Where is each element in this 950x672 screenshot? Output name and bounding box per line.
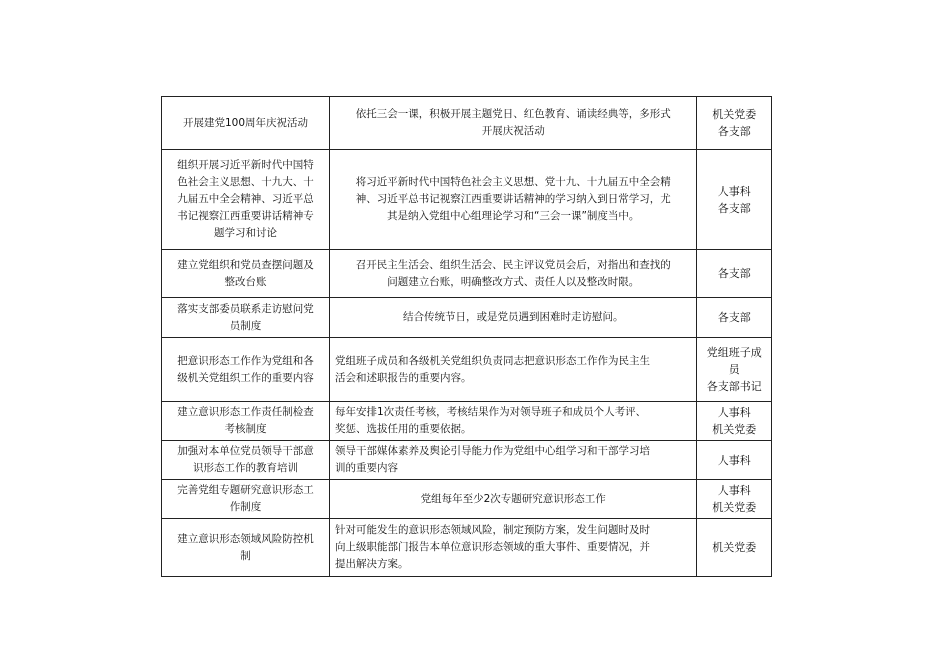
work-plan-table xyxy=(161,96,772,577)
task-cell xyxy=(162,150,330,250)
task-cell xyxy=(162,298,330,338)
owner-text: 人事科 各支部 xyxy=(717,184,751,215)
measure-text: 党组班子成员和各级机关党组织负责同志把意识形态工作作为民主生 活会和述职报告的重要内容。 xyxy=(334,354,650,384)
measure-text: 结合传统节日，或是党员遇到困难时走访慰问。 xyxy=(402,311,624,323)
owner-cell xyxy=(697,519,772,577)
owner-text: 人事科 xyxy=(717,453,751,467)
owner-text: 人事科 机关党委 xyxy=(712,406,757,436)
task-text: 落实支部委员联系走访慰问党 员制度 xyxy=(177,302,314,332)
measure-cell xyxy=(329,441,696,480)
table-row xyxy=(162,480,772,519)
task-text: 建立意识形态领域风险防控机 制 xyxy=(177,532,314,562)
task-text: 把意识形态工作作为党组和各 级机关党组织工作的重要内容 xyxy=(177,354,314,384)
task-cell xyxy=(162,97,330,150)
table-row xyxy=(162,250,772,298)
task-cell xyxy=(162,519,330,577)
measure-text: 每年安排1次责任考核，考核结果作为对领导班子和成员个人考评、 奖惩、选拔任用的重要依据。 xyxy=(334,406,647,435)
task-text: 加强对本单位党员领导干部意 识形态工作的教育培训 xyxy=(177,445,314,474)
owner-cell xyxy=(697,338,772,402)
task-cell xyxy=(162,480,330,519)
owner-text: 党组班子成 员 各支部书记 xyxy=(706,346,762,393)
owner-cell xyxy=(697,250,772,298)
table-row xyxy=(162,150,772,250)
measure-text: 将习近平新时代中国特色社会主义思想、党十九、十九届五中全会精 神、习近平总书记视察江西重要讲话精神的学习纳入到日常学习，尤 其是纳入党组中心组理论学习和“三会一课”制度当中。 xyxy=(355,176,671,222)
owner-cell xyxy=(697,480,772,519)
table-row xyxy=(162,298,772,338)
measure-text: 依托三会一课，积极开展主题党日、红色教育、诵读经典等，多形式 开展庆祝活动 xyxy=(355,108,671,137)
measure-cell xyxy=(329,250,696,298)
task-text: 组织开展习近平新时代中国特 色社会主义思想、十九大、十 九届五中全会精神、习近平总 书记视察江西重要讲话精神专 题学习和讨论 xyxy=(177,159,314,239)
measure-cell xyxy=(329,338,696,402)
task-cell xyxy=(162,402,330,441)
measure-text: 针对可能发生的意识形态领域风险，制定预防方案，发生问题时及时 向上级职能部门报告本单位意识形态领域的重大事件、重要情况，并 提出解决方案。 xyxy=(334,524,650,570)
owner-cell xyxy=(697,441,772,480)
task-cell xyxy=(162,338,330,402)
owner-text: 各支部 xyxy=(717,311,751,324)
measure-cell xyxy=(329,150,696,250)
task-cell xyxy=(162,250,330,298)
task-text: 建立意识形态工作责任制检查 考核制度 xyxy=(177,406,314,435)
measure-cell xyxy=(329,97,696,150)
table-row xyxy=(162,519,772,577)
table-row xyxy=(162,402,772,441)
measure-cell xyxy=(329,298,696,338)
owner-text: 机关党委 xyxy=(712,541,757,554)
owner-cell xyxy=(697,150,772,250)
task-text: 完善党组专题研究意识形态工 作制度 xyxy=(177,484,314,513)
task-text: 开展建党100周年庆祝活动 xyxy=(182,116,309,129)
table-row xyxy=(162,97,772,150)
measure-cell xyxy=(329,480,696,519)
owner-cell xyxy=(697,298,772,338)
measure-text: 领导干部媒体素养及舆论引导能力作为党组中心组学习和干部学习培 训的重要内容 xyxy=(334,445,650,474)
owner-cell xyxy=(697,402,772,441)
owner-cell xyxy=(697,97,772,150)
table-row xyxy=(162,338,772,402)
owner-text: 各支部 xyxy=(717,267,751,280)
measure-cell xyxy=(329,402,696,441)
measure-text: 召开民主生活会、组织生活会、民主评议党员会后，对指出和查找的 问题建立台账，明确整改方式、责任人以及整改时限。 xyxy=(355,258,671,288)
task-text: 建立党组织和党员查摆问题及 整改台账 xyxy=(177,258,314,288)
measure-cell xyxy=(329,519,696,577)
owner-text: 机关党委 各支部 xyxy=(712,108,757,138)
measure-text: 党组每年至少2次专题研究意识形态工作 xyxy=(420,492,606,505)
task-cell xyxy=(162,441,330,480)
table-row xyxy=(162,441,772,480)
owner-text: 人事科 机关党委 xyxy=(712,484,757,514)
